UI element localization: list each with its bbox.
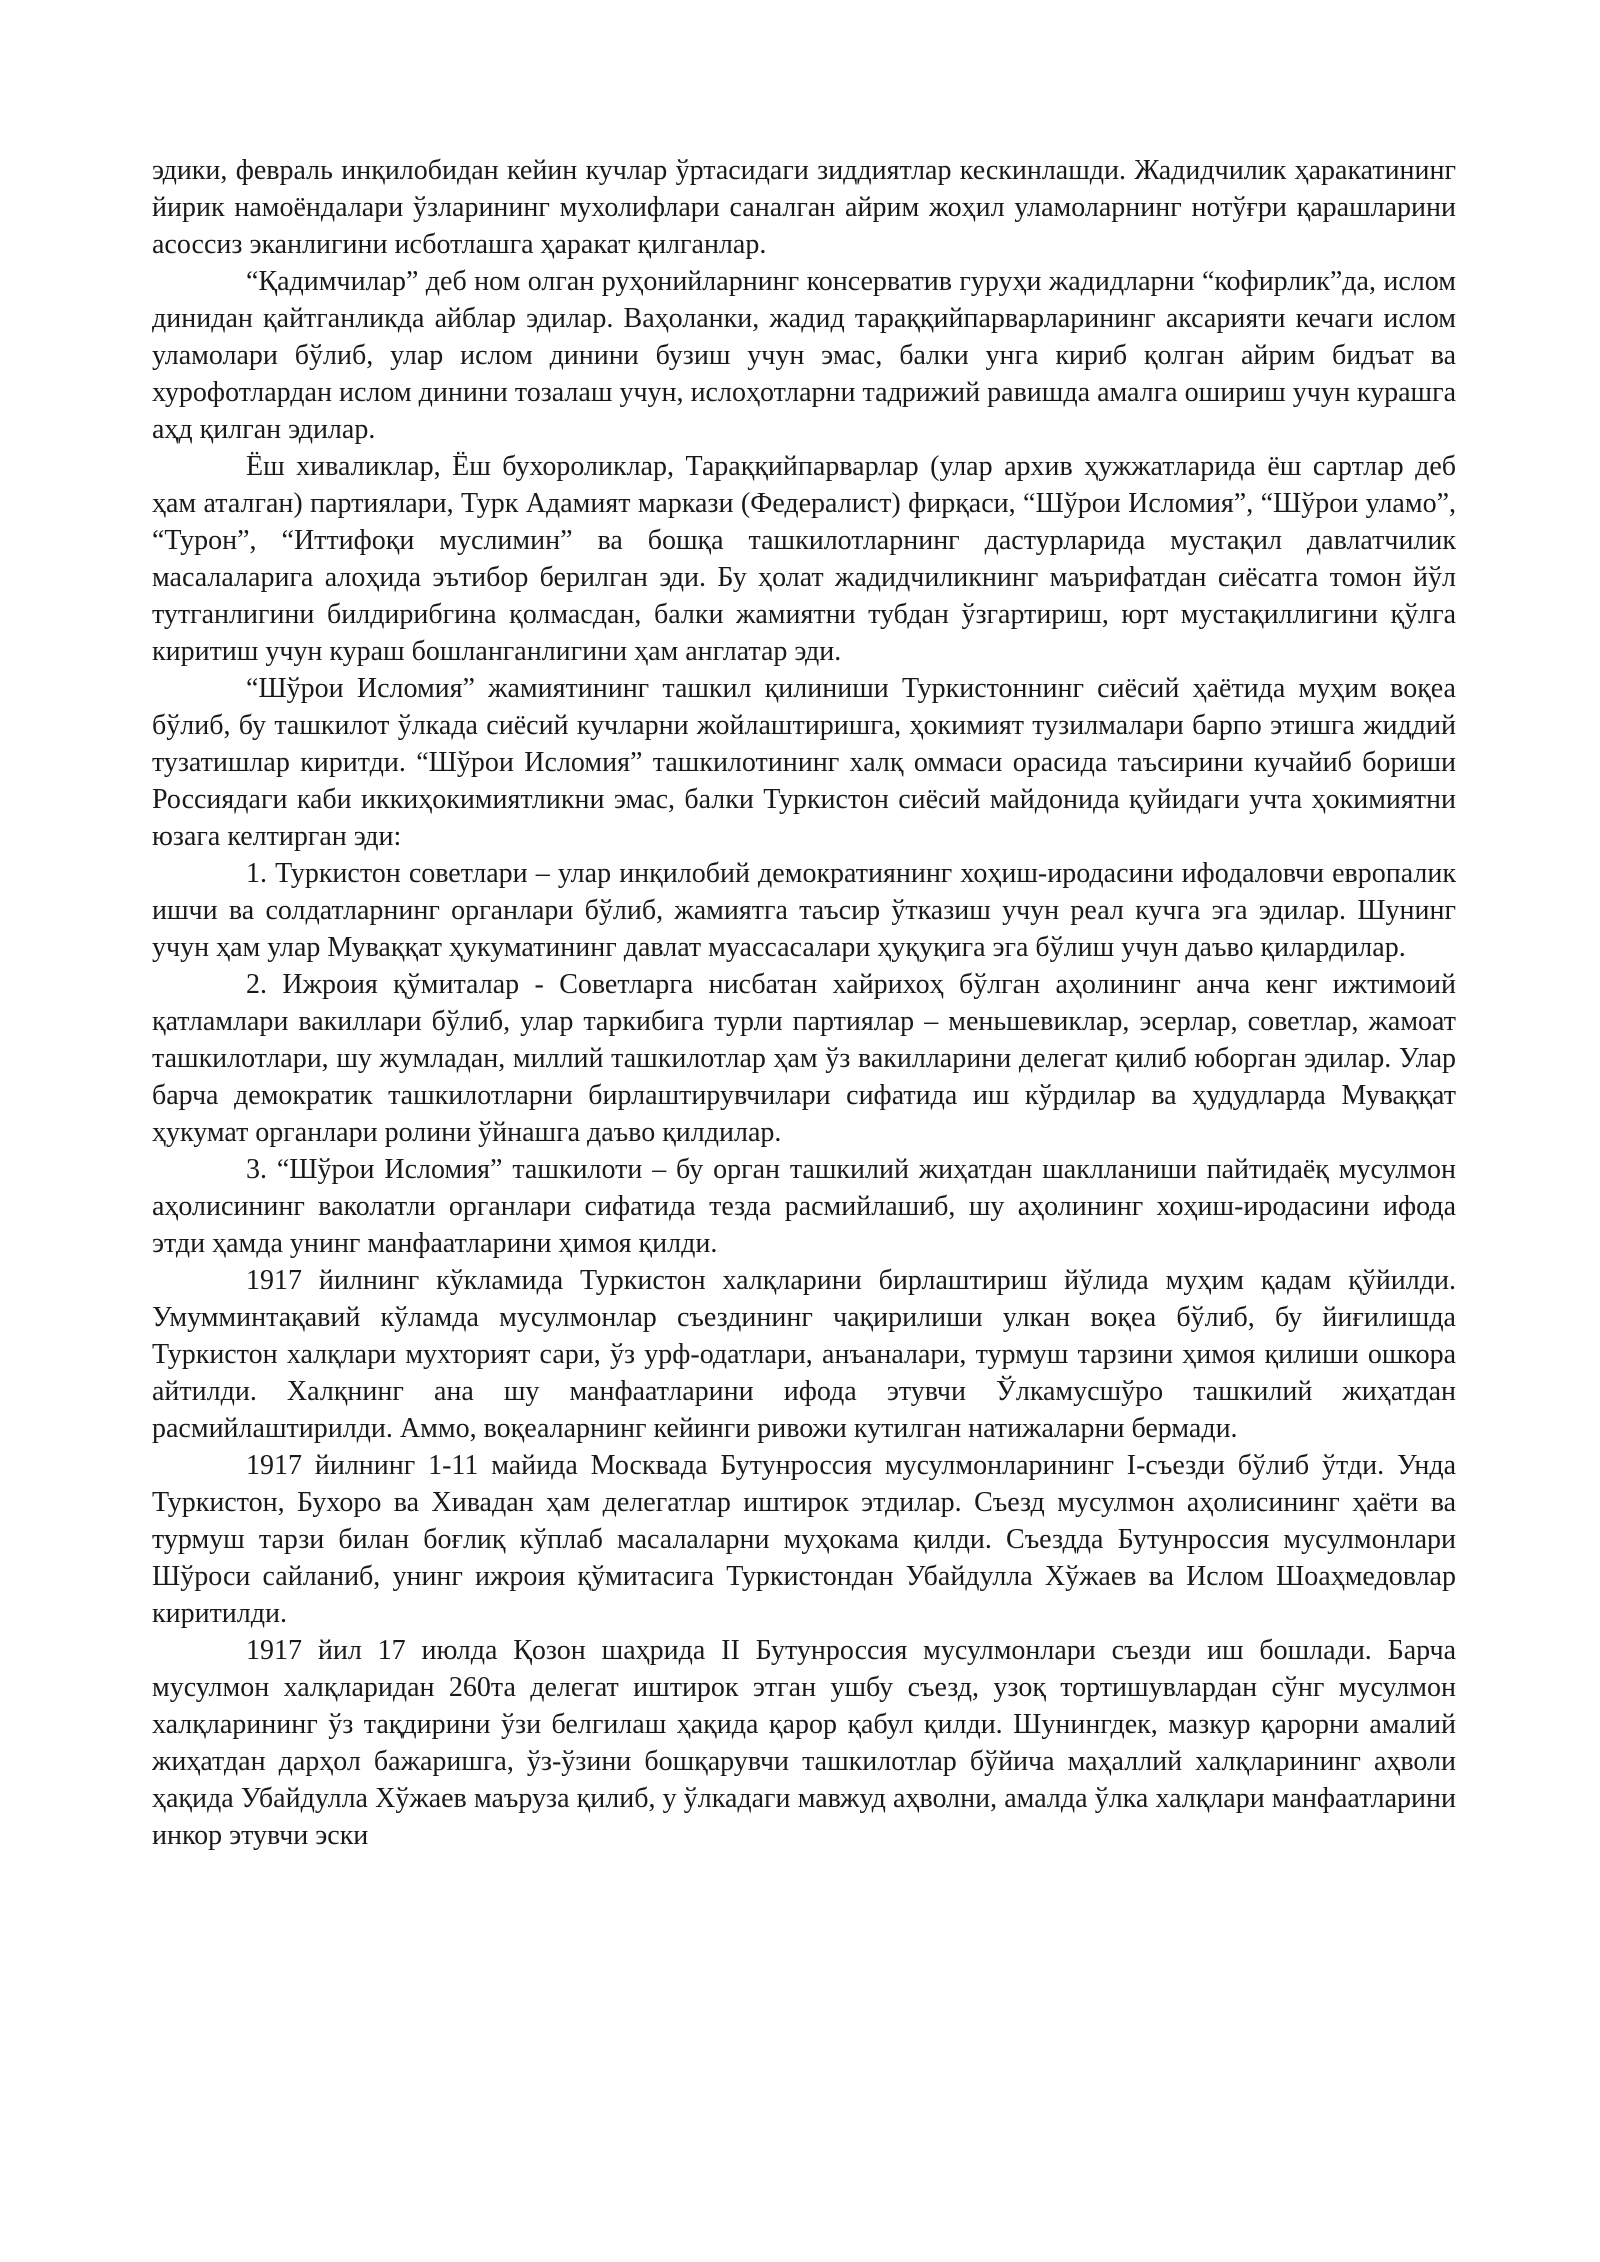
list-item-3: 3. “Шўрои Исломия” ташкилоти – бу орган ташкилий жиҳатдан шаклланиши пайтидаёқ мусулмон аҳолисининг ваколатли органлари сифатида тезда расмийлашиб, шу аҳолининг хоҳиш-иродасини ифода этди ҳамда унинг манфаатларини ҳимоя қилди. [152, 1154, 1456, 1259]
paragraph-1: эдики, февраль инқилобидан кейин кучлар ўртасидаги зиддиятлар кескинлашди. Жадидчилик ҳаракатининг йирик намоёндалари ўзларининг мухолифлари саналган айрим жоҳил уламоларнинг нотўғри қарашларини асоссиз эканлигини исботлашга ҳаракат қилганлар. [152, 155, 1456, 260]
paragraph-2: “Қадимчилар” деб ном олган руҳонийларнинг консерватив гуруҳи жадидларни “кофирлик”да, ислом динидан қайтганликда айблар эдилар. Ваҳоланки, жадид тараққийпарварларининг аксарияти кечаги ислом уламолари бўлиб, улар ислом динини бузиш учун эмас, балки унга кириб қолган айрим бидъат ва хурофотлардан ислом динини тозалаш учун, ислоҳотларни тадрижий равишда амалга ошириш учун курашга аҳд қилган эдилар. [152, 266, 1456, 445]
list-item-2: 2. Ижроия қўмиталар - Советларга нисбатан хайрихоҳ бўлган аҳолининг анча кенг ижтимоий қатламлари вакиллари бўлиб, улар таркибига турли партиялар – меньшевиклар, эсерлар, советлар, жамоат ташкилотлари, шу жумладан, миллий ташкилотлар ҳам ўз вакилларини делегат қилиб юборган эдилар. Улар барча демократик ташкилотларни бирлаштирувчилари сифатида иш кўрдилар ва ҳудудларда Муваққат ҳукумат органлари ролини ўйнашга даъво қилдилар. [152, 969, 1456, 1148]
paragraph-5: 1917 йилнинг кўкламида Туркистон халқларини бирлаштириш йўлида муҳим қадам қўйилди. Умумминтақавий кўламда мусулмонлар съездининг чақирилиши улкан воқеа бўлиб, бу йиғилишда Туркистон халқлари мухторият сари, ўз урф-одатлари, анъаналари, турмуш тарзини ҳимоя қилиши ошкора айтилди. Халқнинг ана шу манфаатларини ифода этувчи Ўлкамусшўро ташкилий жиҳатдан расмийлаштирилди. Аммо, воқеаларнинг кейинги ривожи кутилган натижаларни бермади. [152, 1265, 1456, 1444]
paragraph-6: 1917 йилнинг 1-11 майида Москвада Бутунроссия мусулмонларининг I-съезди бўлиб ўтди. Унда Туркистон, Бухоро ва Хивадан ҳам делегатлар иштирок этдилар. Съезд мусулмон аҳолисининг ҳаёти ва турмуш тарзи билан боғлиқ кўплаб масалаларни муҳокама қилди. Съездда Бутунроссия мусулмонлари Шўроси сайланиб, унинг ижроия қўмитасига Туркистондан Убайдулла Хўжаев ва Ислом Шоаҳмедовлар киритилди. [152, 1450, 1456, 1629]
list-item-1: 1. Туркистон советлари – улар инқилобий демократиянинг хоҳиш-иродасини ифодаловчи европалик ишчи ва солдатларнинг органлари бўлиб, жамиятга таъсир ўтказиш учун реал кучга эга эдилар. Шунинг учун ҳам улар Муваққат ҳукуматининг давлат муассасалари ҳуқуқига эга бўлиш учун даъво қилардилар. [152, 858, 1456, 963]
paragraph-7: 1917 йил 17 июлда Қозон шаҳрида II Бутунроссия мусулмонлари съезди иш бошлади. Барча мусулмон халқларидан 260та делегат иштирок этган ушбу съезд, узоқ тортишувлардан сўнг мусулмон халқларининг ўз тақдирини ўзи белгилаш ҳақида қарор қабул қилди. Шунингдек, мазкур қарорни амалий жиҳатдан дарҳол бажаришга, ўз-ўзини бошқарувчи ташкилотлар бўйича маҳаллий халқларининг аҳволи ҳақида Убайдулла Хўжаев маъруза қилиб, у ўлкадаги мавжуд аҳволни, амалда ўлка халқлари манфаатларини инкор этувчи эски [152, 1635, 1456, 1851]
paragraph-4: “Шўрои Исломия” жамиятининг ташкил қилиниши Туркистоннинг сиёсий ҳаётида муҳим воқеа бўлиб, бу ташкилот ўлкада сиёсий кучларни жойлаштиришга, ҳокимият тузилмалари барпо этишга жиддий тузатишлар киритди. “Шўрои Исломия” ташкилотининг халқ оммаси орасида таъсирини кучайиб бориши Россиядаги каби иккиҳокимиятликни эмас, балки Туркистон сиёсий майдонида қуйидаги учта ҳокимиятни юзага келтирган эди: [152, 673, 1456, 852]
paragraph-3: Ёш хиваликлар, Ёш бухороликлар, Тараққийпарварлар (улар архив ҳужжатларида ёш сартлар деб ҳам аталган) партиялари, Турк Адамият маркази (Федералист) фирқаси, “Шўрои Исломия”, “Шўрои уламо”, “Турон”, “Иттифоқи муслимин” ва бошқа ташкилотларнинг дастурларида мустақил давлатчилик масалаларига алоҳида эътибор берилган эди. Бу ҳолат жадидчиликнинг маърифатдан сиёсатга томон йўл тутганлигини билдирибгина қолмасдан, балки жамиятни тубдан ўзгартириш, юрт мустақиллигини қўлга киритиш учун кураш бошланганлигини ҳам англатар эди. [152, 451, 1456, 667]
document-page [152, 152, 1456, 1854]
